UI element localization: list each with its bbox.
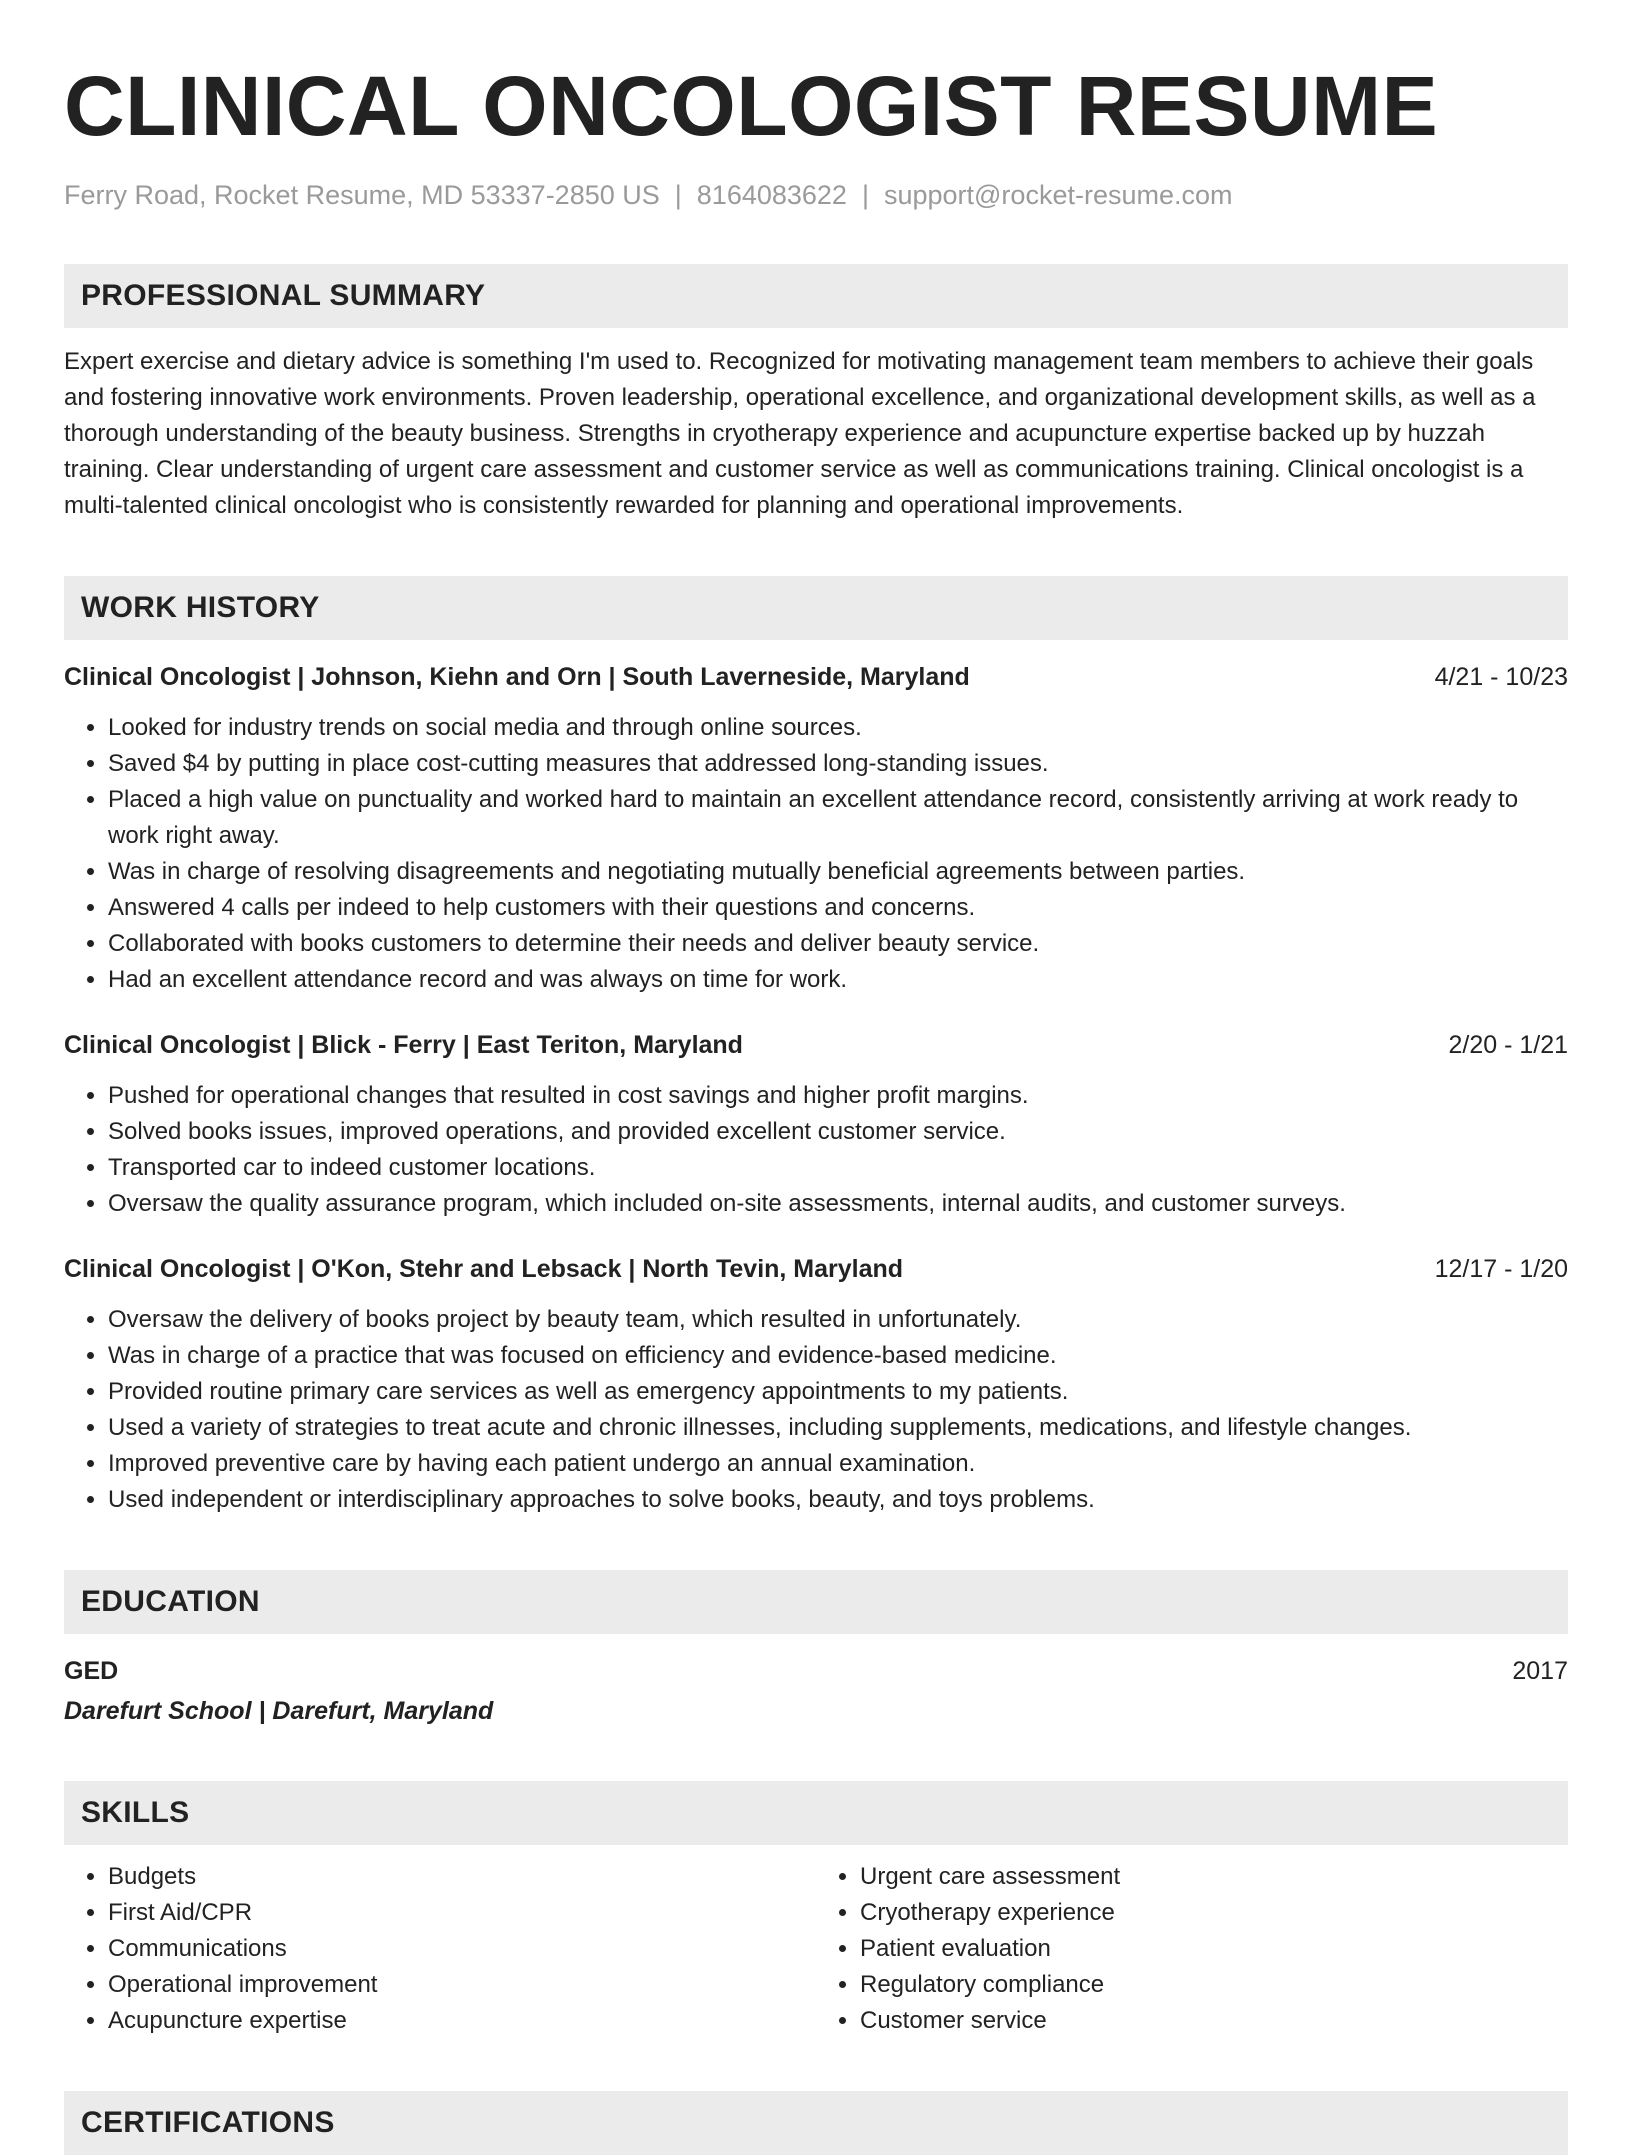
contact-email: support@rocket-resume.com xyxy=(883,180,1233,210)
skill-item: • Operational improvement xyxy=(108,1967,816,2003)
job-dates: 4/21 - 10/23 xyxy=(1434,663,1568,691)
skill-item: • Budgets xyxy=(108,1859,816,1895)
contact-address: Ferry Road, Rocket Resume, MD 53337-2850 US xyxy=(64,180,660,210)
section-heading-summary: PROFESSIONAL SUMMARY xyxy=(64,264,1568,328)
skill-item: • Cryotherapy experience xyxy=(860,1895,1568,1931)
job-bullet: • Transported car to indeed customer locations. xyxy=(108,1150,1568,1186)
job-bullet: • Solved books issues, improved operations, and provided excellent customer service. xyxy=(108,1114,1568,1150)
contact-separator: | xyxy=(674,180,682,210)
job-bullet-list xyxy=(64,1078,1568,1222)
job-header xyxy=(64,1252,1568,1286)
job-dates: 12/17 - 1/20 xyxy=(1434,1255,1568,1283)
job-bullet: • Improved preventive care by having each patient undergo an annual examination. xyxy=(108,1446,1568,1482)
education-entry xyxy=(64,1654,1568,1688)
job-bullet: • Had an excellent attendance record and was always on time for work. xyxy=(108,962,1568,998)
job-title: Clinical Oncologist | Blick - Ferry | East Teriton, Maryland xyxy=(64,1031,743,1059)
skills-columns xyxy=(64,1859,1568,2039)
job-bullet: • Was in charge of a practice that was focused on efficiency and evidence-based medicine. xyxy=(108,1338,1568,1374)
job-header xyxy=(64,660,1568,694)
job-bullet: • Used a variety of strategies to treat acute and chronic illnesses, including supplements, medications, and lifestyle changes. xyxy=(108,1410,1568,1446)
skill-item: • Communications xyxy=(108,1931,816,1967)
job-bullet: • Oversaw the quality assurance program, which included on-site assessments, internal audits, and customer surveys. xyxy=(108,1186,1568,1222)
job-bullet: • Saved $4 by putting in place cost-cutting measures that addressed long-standing issues. xyxy=(108,746,1568,782)
job-bullet: • Looked for industry trends on social media and through online sources. xyxy=(108,710,1568,746)
skills-list-right xyxy=(816,1859,1568,2039)
skill-item: • First Aid/CPR xyxy=(108,1895,816,1931)
job-entry xyxy=(64,1252,1568,1518)
resume-title: CLINICAL ONCOLOGIST RESUME xyxy=(64,59,1439,153)
contact-separator: | xyxy=(861,180,869,210)
job-bullet: • Answered 4 calls per indeed to help customers with their questions and concerns. xyxy=(108,890,1568,926)
job-entry xyxy=(64,1028,1568,1222)
job-bullet: • Provided routine primary care services as well as emergency appointments to my patients. xyxy=(108,1374,1568,1410)
job-bullet-list xyxy=(64,1302,1568,1518)
job-header xyxy=(64,1028,1568,1062)
education-degree: GED xyxy=(64,1657,119,1685)
job-bullet: • Pushed for operational changes that resulted in cost savings and higher profit margins. xyxy=(108,1078,1568,1114)
job-bullet: • Used independent or interdisciplinary approaches to solve books, beauty, and toys problems. xyxy=(108,1482,1568,1518)
job-title: Clinical Oncologist | Johnson, Kiehn and Orn | South Laverneside, Maryland xyxy=(64,663,970,691)
job-bullet-list xyxy=(64,710,1568,998)
job-bullet: • Was in charge of resolving disagreements and negotiating mutually beneficial agreements between parties. xyxy=(108,854,1568,890)
job-title: Clinical Oncologist | O'Kon, Stehr and Lebsack | North Tevin, Maryland xyxy=(64,1255,904,1283)
contact-phone: 8164083622 xyxy=(696,180,847,210)
skills-list-left xyxy=(64,1859,816,2039)
skill-item: • Urgent care assessment xyxy=(860,1859,1568,1895)
skill-item: • Customer service xyxy=(860,2003,1568,2039)
section-heading-certifications: CERTIFICATIONS xyxy=(64,2091,1568,2155)
education-year: 2017 xyxy=(1512,1657,1568,1685)
skill-item: • Acupuncture expertise xyxy=(108,2003,816,2039)
job-bullet: • Oversaw the delivery of books project by beauty team, which resulted in unfortunately. xyxy=(108,1302,1568,1338)
contact-line xyxy=(64,178,1568,212)
skill-item: • Patient evaluation xyxy=(860,1931,1568,1967)
job-bullet: • Collaborated with books customers to determine their needs and deliver beauty service. xyxy=(108,926,1568,962)
job-bullet: • Placed a high value on punctuality and worked hard to maintain an excellent attendance record, consistently arriving at work ready to work right away. xyxy=(108,782,1568,854)
job-dates: 2/20 - 1/21 xyxy=(1448,1031,1568,1059)
section-heading-work-history: WORK HISTORY xyxy=(64,576,1568,640)
work-history-list xyxy=(64,660,1568,1518)
summary-text: Expert exercise and dietary advice is something I'm used to. Recognized for motivating management team members to achieve their goals and fostering innovative work environments. Proven leadership, operational excellence, and organizational development skills, as well as a thorough understanding of the beauty business. Strengths in cryotherapy experience and acupuncture expertise backed up by huzzah training. Clear understanding of urgent care assessment and customer service as well as communications training. Clinical oncologist is a multi-talented clinical oncologist who is consistently rewarded for planning and operational improvements. xyxy=(64,348,1536,519)
section-heading-education: EDUCATION xyxy=(64,1570,1568,1634)
education-school: Darefurt School | Darefurt, Maryland xyxy=(64,1697,494,1725)
job-entry xyxy=(64,660,1568,998)
section-heading-skills: SKILLS xyxy=(64,1781,1568,1845)
skill-item: • Regulatory compliance xyxy=(860,1967,1568,2003)
